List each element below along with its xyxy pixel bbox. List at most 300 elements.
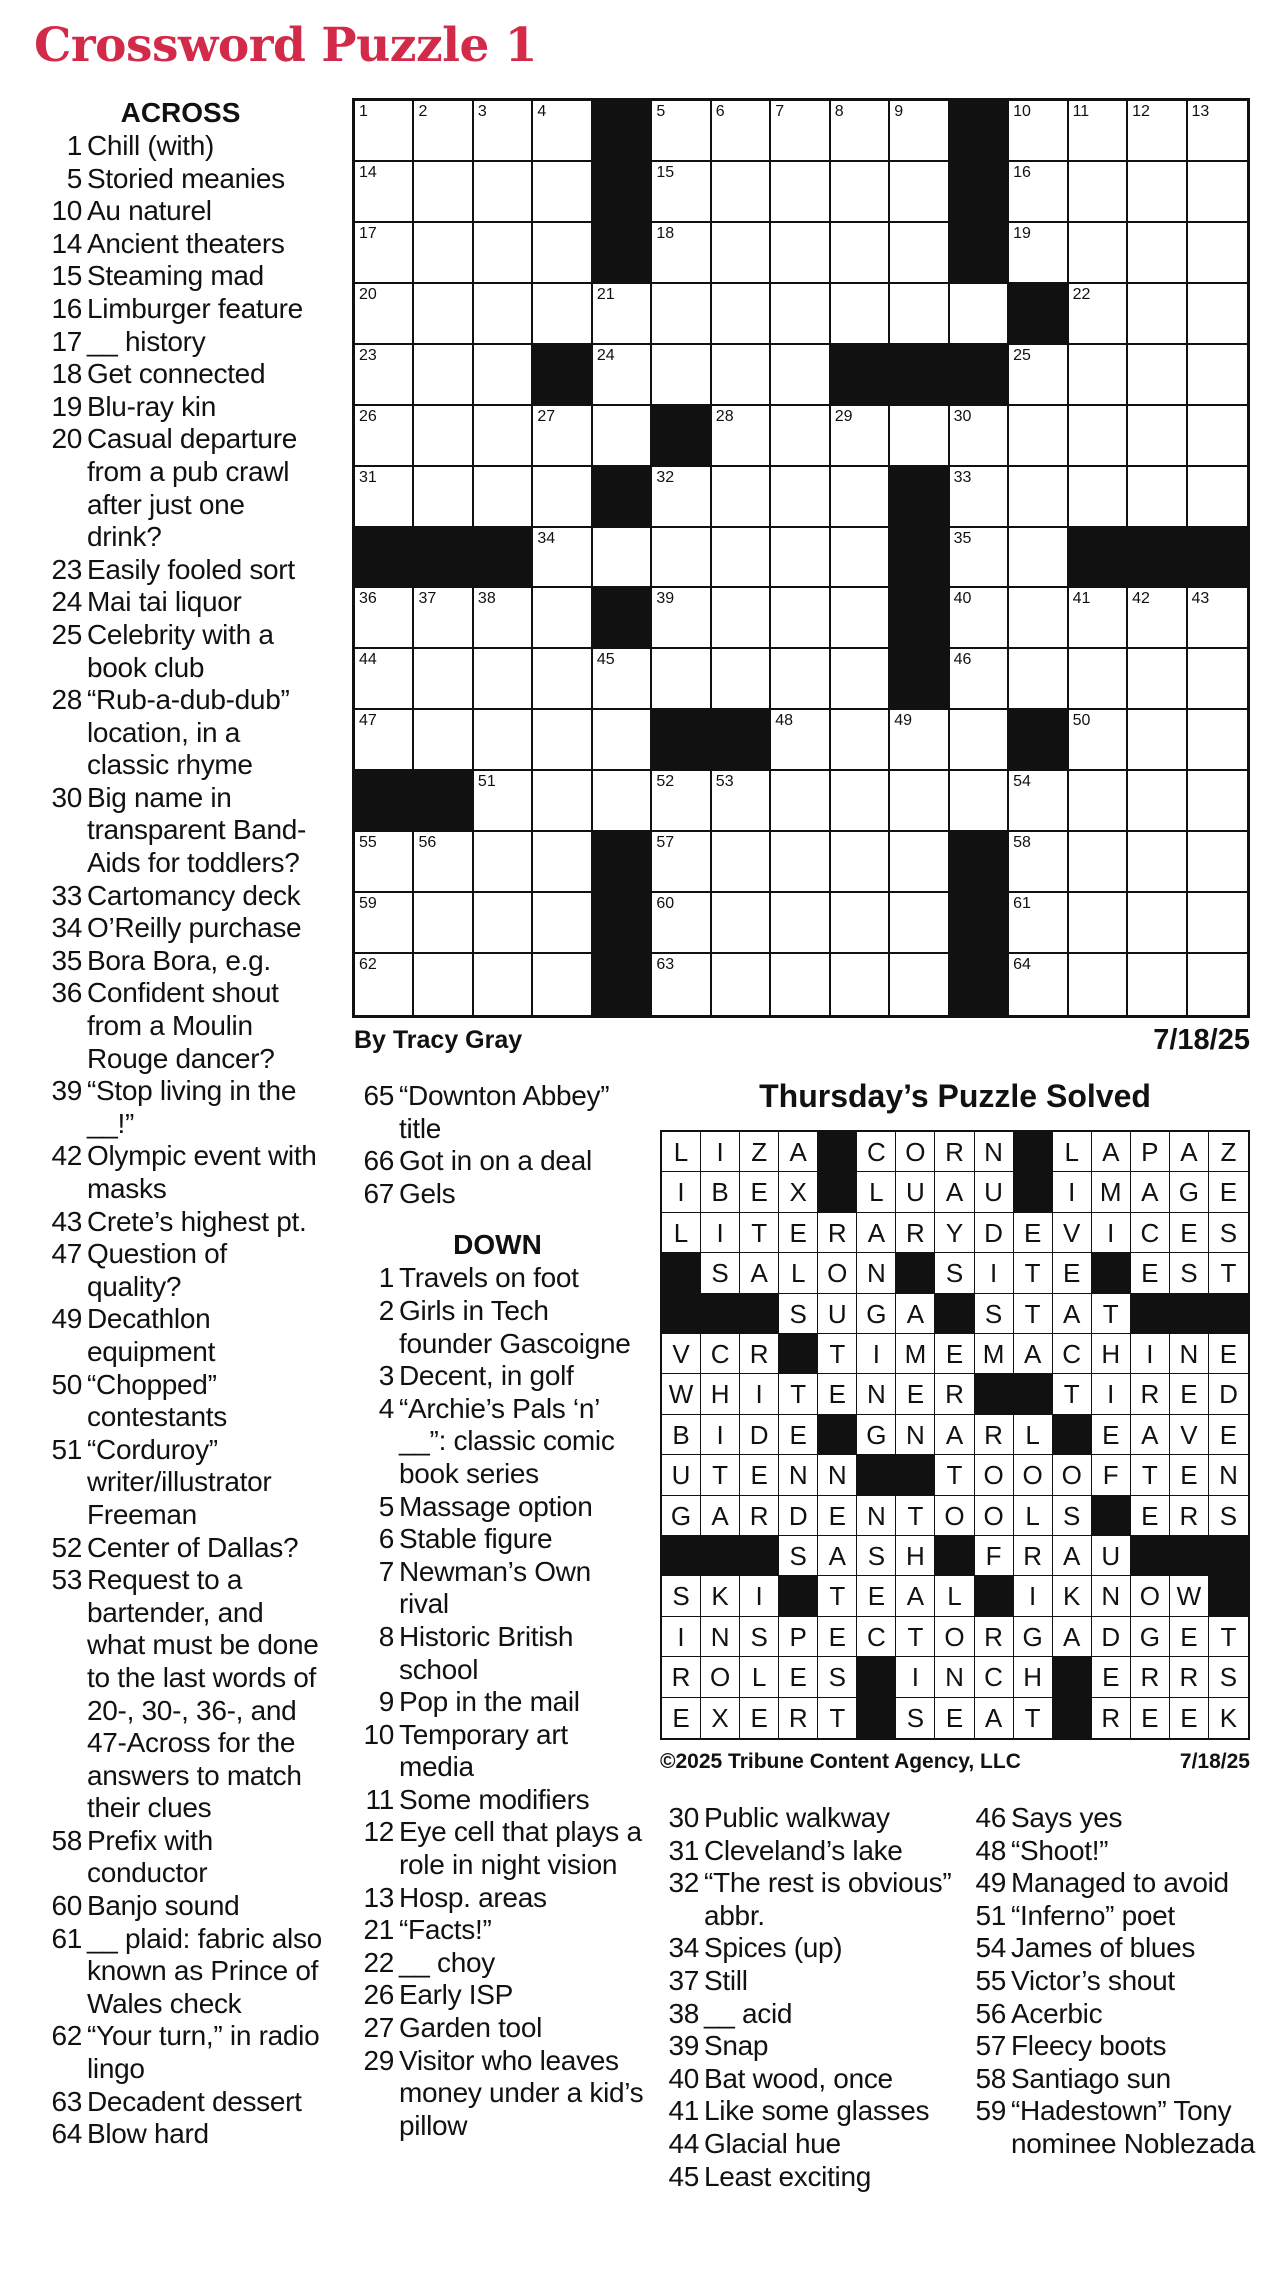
grid-cell[interactable]: [771, 284, 830, 345]
grid-cell[interactable]: [414, 893, 473, 954]
solved-letter: E: [1170, 1374, 1209, 1414]
grid-cell[interactable]: [652, 893, 711, 954]
grid-cell[interactable]: [414, 832, 473, 893]
solved-letter: N: [818, 1455, 857, 1495]
grid-cell[interactable]: [831, 588, 890, 649]
grid-cell[interactable]: [890, 101, 949, 162]
grid-cell[interactable]: [831, 649, 890, 710]
grid-cell[interactable]: [355, 588, 414, 649]
grid-cell[interactable]: [1069, 954, 1128, 1015]
page-title: Crossword Puzzle 1: [34, 18, 537, 73]
grid-cell[interactable]: [1188, 893, 1247, 954]
grid-cell[interactable]: [414, 710, 473, 771]
grid-cell[interactable]: [1128, 467, 1187, 528]
clue-number: 34: [51, 912, 82, 944]
grid-cell[interactable]: [355, 223, 414, 284]
cell-number: 64: [1013, 956, 1031, 974]
solved-letter: A: [701, 1496, 740, 1536]
grid-cell[interactable]: [474, 588, 533, 649]
clue-text: Pop in the mail: [399, 1686, 580, 1718]
grid-cell[interactable]: [712, 101, 771, 162]
grid-cell[interactable]: [1188, 223, 1247, 284]
clue-number: 51: [51, 1433, 82, 1465]
grid-cell[interactable]: [950, 771, 1009, 832]
clue-number: 62: [51, 2020, 82, 2052]
grid-cell[interactable]: [712, 893, 771, 954]
grid-cell[interactable]: [533, 406, 592, 467]
grid-cell[interactable]: [712, 528, 771, 589]
solved-letter: K: [701, 1576, 740, 1616]
grid-cell[interactable]: [950, 284, 1009, 345]
grid-cell[interactable]: [1069, 284, 1128, 345]
clue-item: [38, 163, 323, 196]
clue-number: 9: [378, 1686, 394, 1718]
grid-cell[interactable]: [593, 710, 652, 771]
grid-cell[interactable]: [890, 893, 949, 954]
grid-cell[interactable]: [1128, 954, 1187, 1015]
grid-cell[interactable]: [1069, 893, 1128, 954]
solved-letter: A: [857, 1213, 896, 1253]
solved-black-square: [1014, 1132, 1053, 1172]
grid-cell[interactable]: [1128, 345, 1187, 406]
grid-cell[interactable]: [831, 832, 890, 893]
grid-cell[interactable]: [771, 710, 830, 771]
grid-cell[interactable]: [950, 467, 1009, 528]
solved-letter: S: [935, 1253, 974, 1293]
clue-item: [962, 1835, 1262, 1868]
cell-number: 39: [656, 590, 675, 608]
cell-number: 30: [953, 407, 972, 425]
grid-cell[interactable]: [1128, 162, 1187, 223]
clue-text: Snap: [704, 2030, 769, 2062]
cell-number: 63: [656, 956, 675, 974]
grid-cell[interactable]: [1128, 893, 1187, 954]
grid-cell[interactable]: [652, 467, 711, 528]
clue-text: “Corduroy” writer/illustrator Freeman: [87, 1433, 272, 1530]
solved-letter: L: [1014, 1496, 1053, 1536]
grid-cell[interactable]: [712, 223, 771, 284]
grid-cell[interactable]: [533, 284, 592, 345]
grid-cell[interactable]: [652, 101, 711, 162]
clue-number: 26: [363, 1979, 394, 2011]
grid-cell[interactable]: [593, 649, 652, 710]
grid-cell[interactable]: [831, 467, 890, 528]
clue-item: [350, 1080, 645, 1145]
clue-item: [38, 1890, 323, 1923]
grid-cell[interactable]: [771, 101, 830, 162]
grid-cell[interactable]: [1188, 954, 1247, 1015]
grid-cell[interactable]: [1009, 345, 1068, 406]
grid-cell[interactable]: [593, 771, 652, 832]
solved-letter: E: [1170, 1617, 1209, 1657]
grid-cell[interactable]: [474, 771, 533, 832]
grid-cell[interactable]: [355, 406, 414, 467]
grid-cell[interactable]: [1009, 406, 1068, 467]
clue-text: Some modifiers: [399, 1783, 590, 1815]
cell-number: 3: [477, 103, 487, 120]
grid-cell[interactable]: [1009, 162, 1068, 223]
grid-cell[interactable]: [474, 406, 533, 467]
grid-cell[interactable]: [771, 832, 830, 893]
solved-letter: K: [1053, 1576, 1092, 1616]
grid-cell[interactable]: [890, 710, 949, 771]
clue-item: [655, 2030, 955, 2063]
solved-black-square: [662, 1536, 701, 1576]
grid-cell[interactable]: [474, 467, 533, 528]
solved-letter: R: [935, 1132, 974, 1172]
grid-cell[interactable]: [652, 345, 711, 406]
grid-cell[interactable]: [355, 893, 414, 954]
grid-cell[interactable]: [831, 101, 890, 162]
grid-cell[interactable]: [1069, 406, 1128, 467]
grid-cell[interactable]: [652, 223, 711, 284]
grid-cell[interactable]: [1188, 162, 1247, 223]
solved-letter: H: [896, 1536, 935, 1576]
solved-letter: U: [818, 1294, 857, 1334]
solved-letter: T: [818, 1334, 857, 1374]
grid-cell[interactable]: [1128, 710, 1187, 771]
grid-cell[interactable]: [1128, 649, 1187, 710]
grid-cell[interactable]: [593, 528, 652, 589]
clue-number: 5: [66, 162, 82, 194]
grid-cell[interactable]: [712, 649, 771, 710]
grid-cell[interactable]: [355, 467, 414, 528]
grid-cell[interactable]: [771, 467, 830, 528]
grid-cell[interactable]: [474, 345, 533, 406]
clue-text: Decent, in golf: [399, 1360, 574, 1392]
grid-cell[interactable]: [1128, 832, 1187, 893]
grid-cell[interactable]: [533, 162, 592, 223]
grid-cell[interactable]: [474, 832, 533, 893]
grid-cell[interactable]: [355, 710, 414, 771]
grid-cell[interactable]: [1128, 284, 1187, 345]
clue-item: [350, 1882, 645, 1915]
grid-cell[interactable]: [831, 771, 890, 832]
grid-cell[interactable]: [950, 406, 1009, 467]
grid-cell[interactable]: [1128, 223, 1187, 284]
solved-letter: A: [1170, 1132, 1209, 1172]
grid-cell[interactable]: [652, 162, 711, 223]
grid-cell[interactable]: [771, 406, 830, 467]
clue-number: 20: [51, 423, 82, 455]
grid-cell[interactable]: [533, 467, 592, 528]
grid-cell[interactable]: [1069, 101, 1128, 162]
grid-cell[interactable]: [474, 101, 533, 162]
grid-cell[interactable]: [1069, 345, 1128, 406]
grid-cell[interactable]: [355, 162, 414, 223]
solved-letter: C: [975, 1657, 1014, 1697]
grid-cell[interactable]: [652, 954, 711, 1015]
solved-black-square: [1170, 1294, 1209, 1334]
cell-number: 47: [359, 712, 377, 730]
grid-cell[interactable]: [771, 345, 830, 406]
clue-number: 33: [51, 879, 82, 911]
grid-cell[interactable]: [1128, 588, 1187, 649]
clue-text: Decadent dessert: [87, 2085, 302, 2117]
grid-cell[interactable]: [1188, 832, 1247, 893]
grid-cell[interactable]: [890, 832, 949, 893]
grid-cell[interactable]: [1069, 162, 1128, 223]
grid-cell[interactable]: [355, 649, 414, 710]
grid-cell[interactable]: [414, 406, 473, 467]
black-square: [593, 954, 652, 1015]
solved-letter: E: [935, 1334, 974, 1374]
grid-cell[interactable]: [1009, 832, 1068, 893]
grid-cell[interactable]: [1009, 588, 1068, 649]
solved-black-square: [740, 1294, 779, 1334]
clue-text: O’Reilly purchase: [87, 912, 302, 944]
cell-number: 6: [715, 103, 725, 120]
clue-text: __ plaid: fabric also known as Prince of Wales check: [87, 1922, 322, 2019]
grid-cell[interactable]: [712, 832, 771, 893]
clue-item: [350, 1523, 645, 1556]
solved-letter: I: [1092, 1374, 1131, 1414]
grid-cell[interactable]: [831, 954, 890, 1015]
grid-cell[interactable]: [474, 710, 533, 771]
solved-black-square: [1131, 1294, 1170, 1334]
grid-cell[interactable]: [771, 528, 830, 589]
grid-cell[interactable]: [712, 588, 771, 649]
grid-cell[interactable]: [533, 223, 592, 284]
grid-cell[interactable]: [652, 528, 711, 589]
grid-cell[interactable]: [1009, 649, 1068, 710]
grid-cell[interactable]: [712, 284, 771, 345]
down-clues-continued-1: [655, 1802, 955, 2193]
grid-cell[interactable]: [414, 162, 473, 223]
grid-cell[interactable]: [414, 101, 473, 162]
cell-number: 14: [359, 163, 377, 181]
solved-letter: I: [740, 1374, 779, 1414]
clue-number: 47: [51, 1238, 82, 1270]
grid-cell[interactable]: [1069, 588, 1128, 649]
grid-cell[interactable]: [593, 345, 652, 406]
grid-cell[interactable]: [890, 284, 949, 345]
grid-cell[interactable]: [533, 954, 592, 1015]
solved-letter: L: [662, 1213, 701, 1253]
grid-cell[interactable]: [1009, 223, 1068, 284]
solved-letter: E: [1209, 1415, 1248, 1455]
grid-cell[interactable]: [533, 649, 592, 710]
grid-cell[interactable]: [355, 954, 414, 1015]
black-square: [533, 345, 592, 406]
solved-letter: Z: [1209, 1132, 1248, 1172]
grid-cell[interactable]: [474, 284, 533, 345]
grid-cell[interactable]: [533, 832, 592, 893]
solved-black-square: [1014, 1374, 1053, 1414]
grid-cell[interactable]: [1188, 101, 1247, 162]
grid-cell[interactable]: [712, 345, 771, 406]
grid-cell[interactable]: [771, 649, 830, 710]
grid-cell[interactable]: [355, 345, 414, 406]
grid-cell[interactable]: [355, 101, 414, 162]
cell-number: 20: [359, 285, 377, 303]
grid-cell[interactable]: [831, 528, 890, 589]
grid-cell[interactable]: [414, 954, 473, 1015]
grid-cell[interactable]: [1009, 771, 1068, 832]
cell-number: 40: [953, 590, 972, 608]
grid-cell[interactable]: [831, 710, 890, 771]
grid-cell[interactable]: [1128, 101, 1187, 162]
grid-cell[interactable]: [1128, 406, 1187, 467]
clue-number: 41: [668, 2095, 699, 2127]
grid-cell[interactable]: [771, 223, 830, 284]
solved-letter: E: [1014, 1213, 1053, 1253]
solved-letter: T: [740, 1213, 779, 1253]
solved-letter: E: [1131, 1698, 1170, 1738]
grid-cell[interactable]: [652, 649, 711, 710]
black-square: [1009, 710, 1068, 771]
clue-item: [38, 945, 323, 978]
grid-cell[interactable]: [1069, 771, 1128, 832]
grid-cell[interactable]: [1188, 345, 1247, 406]
grid-cell[interactable]: [652, 588, 711, 649]
grid-cell[interactable]: [533, 710, 592, 771]
grid-cell[interactable]: [771, 162, 830, 223]
grid-cell[interactable]: [1188, 649, 1247, 710]
solved-letter: E: [1053, 1253, 1092, 1293]
grid-cell[interactable]: [712, 954, 771, 1015]
solved-letter: O: [935, 1617, 974, 1657]
clue-number: 52: [51, 1531, 82, 1563]
grid-cell[interactable]: [355, 284, 414, 345]
black-square: [890, 588, 949, 649]
solved-letter: E: [1170, 1213, 1209, 1253]
grid-cell[interactable]: [890, 406, 949, 467]
grid-cell[interactable]: [771, 771, 830, 832]
cell-number: 5: [656, 103, 666, 120]
grid-cell[interactable]: [414, 467, 473, 528]
solved-letter: S: [1170, 1253, 1209, 1293]
black-square: [712, 710, 771, 771]
grid-cell[interactable]: [1069, 649, 1128, 710]
cell-number: 15: [656, 163, 675, 181]
grid-cell[interactable]: [831, 162, 890, 223]
grid-cell[interactable]: [474, 649, 533, 710]
grid-cell[interactable]: [712, 771, 771, 832]
cell-number: 23: [359, 346, 377, 364]
grid-cell[interactable]: [712, 467, 771, 528]
solved-letter: D: [779, 1496, 818, 1536]
clue-item: [38, 260, 323, 293]
black-square: [414, 771, 473, 832]
grid-cell[interactable]: [831, 893, 890, 954]
solved-letter: T: [896, 1617, 935, 1657]
grid-cell[interactable]: [652, 771, 711, 832]
grid-cell[interactable]: [533, 528, 592, 589]
grid-cell[interactable]: [414, 345, 473, 406]
grid-cell[interactable]: [1188, 284, 1247, 345]
grid-cell[interactable]: [1069, 832, 1128, 893]
grid-cell[interactable]: [474, 893, 533, 954]
grid-cell[interactable]: [414, 223, 473, 284]
grid-cell[interactable]: [771, 588, 830, 649]
clue-text: Crete’s highest pt.: [87, 1205, 307, 1237]
clue-text: Blu-ray kin: [87, 390, 216, 422]
clue-number: 12: [363, 1816, 394, 1848]
grid-cell[interactable]: [1188, 406, 1247, 467]
clue-number: 58: [51, 1824, 82, 1856]
clue-text: Cartomancy deck: [87, 879, 301, 911]
cell-number: 38: [477, 590, 496, 608]
grid-cell[interactable]: [1188, 771, 1247, 832]
grid-cell[interactable]: [1128, 771, 1187, 832]
grid-cell[interactable]: [652, 832, 711, 893]
grid-cell[interactable]: [890, 954, 949, 1015]
solved-letter: A: [1053, 1617, 1092, 1657]
grid-cell[interactable]: [414, 284, 473, 345]
grid-cell[interactable]: [1069, 223, 1128, 284]
grid-cell[interactable]: [771, 954, 830, 1015]
grid-cell[interactable]: [355, 832, 414, 893]
clue-item: [38, 554, 323, 587]
grid-cell[interactable]: [533, 893, 592, 954]
clue-number: 4: [378, 1392, 394, 1424]
clue-number: 10: [363, 1718, 394, 1750]
grid-cell[interactable]: [890, 771, 949, 832]
grid-cell[interactable]: [831, 406, 890, 467]
grid-cell[interactable]: [533, 588, 592, 649]
grid-cell[interactable]: [1009, 528, 1068, 589]
grid-cell[interactable]: [890, 223, 949, 284]
clue-item: [38, 358, 323, 391]
grid-cell[interactable]: [593, 284, 652, 345]
cell-number: 4: [537, 103, 547, 120]
solved-black-square: [1053, 1698, 1092, 1738]
grid-cell[interactable]: [890, 162, 949, 223]
grid-cell[interactable]: [474, 954, 533, 1015]
grid-cell[interactable]: [950, 588, 1009, 649]
solved-letter: T: [779, 1374, 818, 1414]
cell-number: 32: [656, 468, 675, 486]
grid-cell[interactable]: [1069, 710, 1128, 771]
grid-cell[interactable]: [652, 284, 711, 345]
grid-cell[interactable]: [533, 101, 592, 162]
grid-cell[interactable]: [712, 162, 771, 223]
grid-cell[interactable]: [950, 528, 1009, 589]
solved-black-square: [975, 1374, 1014, 1414]
grid-cell[interactable]: [1009, 467, 1068, 528]
grid-cell[interactable]: [1069, 467, 1128, 528]
grid-cell[interactable]: [712, 406, 771, 467]
grid-cell[interactable]: [1188, 710, 1247, 771]
grid-cell[interactable]: [1188, 588, 1247, 649]
grid-cell[interactable]: [950, 710, 1009, 771]
grid-cell[interactable]: [831, 284, 890, 345]
grid-cell[interactable]: [414, 649, 473, 710]
clue-item: [350, 1914, 645, 1947]
grid-cell[interactable]: [474, 223, 533, 284]
solved-letter: A: [975, 1698, 1014, 1738]
grid-cell[interactable]: [831, 223, 890, 284]
solved-letter: I: [1131, 1334, 1170, 1374]
grid-cell[interactable]: [1009, 954, 1068, 1015]
clue-item: [350, 1816, 645, 1881]
grid-cell[interactable]: [1009, 101, 1068, 162]
clue-number: 46: [975, 1802, 1006, 1833]
black-square: [890, 528, 949, 589]
grid-cell[interactable]: [1009, 893, 1068, 954]
grid-cell[interactable]: [474, 162, 533, 223]
grid-cell[interactable]: [771, 893, 830, 954]
grid-cell[interactable]: [950, 649, 1009, 710]
black-square: [593, 467, 652, 528]
black-square: [474, 528, 533, 589]
grid-cell[interactable]: [593, 406, 652, 467]
grid-cell[interactable]: [414, 588, 473, 649]
grid-cell[interactable]: [1188, 467, 1247, 528]
grid-cell[interactable]: [533, 771, 592, 832]
puzzle-date: 7/18/25: [1153, 1024, 1250, 1056]
